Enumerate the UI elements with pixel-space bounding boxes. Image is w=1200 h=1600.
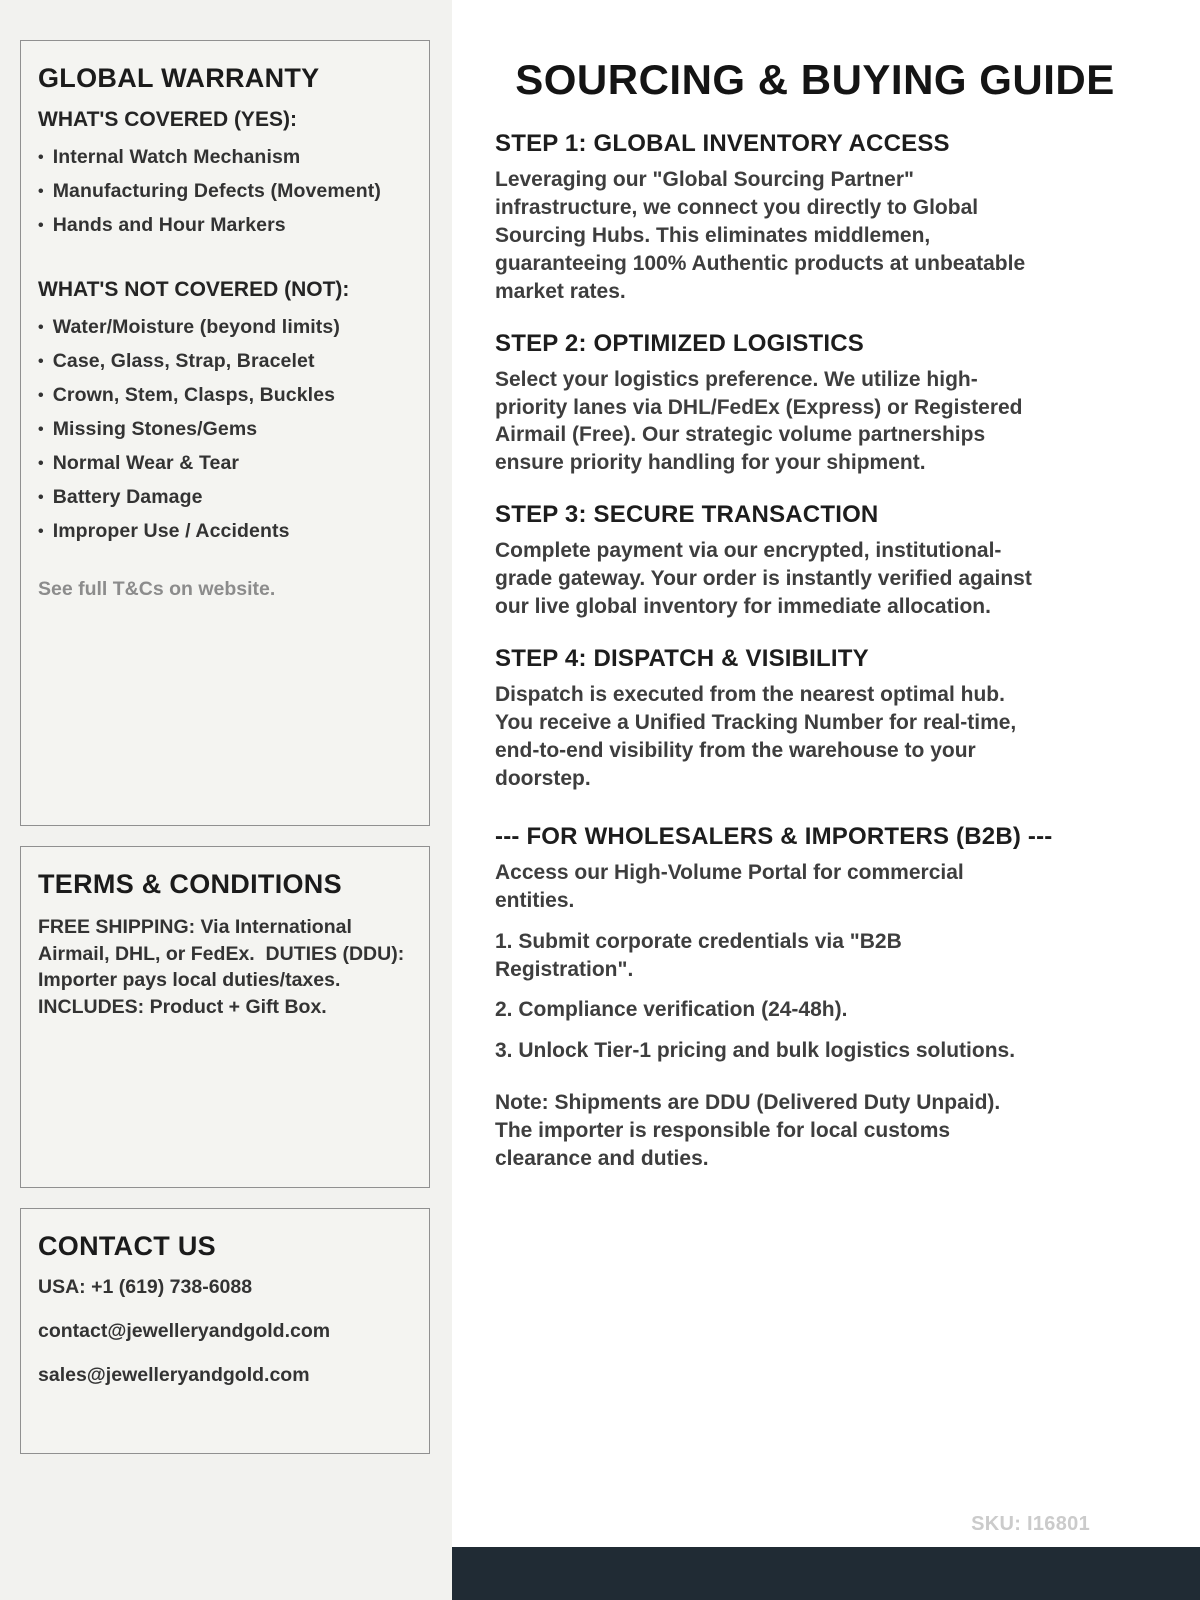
list-item: • Water/Moisture (beyond limits)	[38, 310, 412, 344]
b2b-item: 1. Submit corporate credentials via "B2B Registration".	[495, 929, 902, 981]
not-covered-heading: WHAT'S NOT COVERED (NOT):	[38, 278, 350, 301]
contact-email-sales: sales@jewelleryandgold.com	[38, 1364, 310, 1386]
step-heading: STEP 4: DISPATCH & VISIBILITY	[495, 645, 869, 673]
step-section-2	[495, 330, 1060, 478]
step-section-1	[495, 130, 1060, 306]
step-body: Dispatch is executed from the nearest optimal hub. You receive a Unified Tracking Number for real-time, end-to-end visibility from the warehouse to your doorstep.	[495, 683, 1017, 790]
covered-heading: WHAT'S COVERED (YES):	[38, 108, 297, 131]
terms-title: TERMS & CONDITIONS	[38, 869, 342, 899]
not-covered-list	[38, 310, 412, 548]
terms-body: FREE SHIPPING: Via International Airmail, DHL, or FedEx. DUTIES (DDU): Importer pays local duties/taxes. INCLUDES: Product + Gift Box.	[38, 916, 410, 1018]
step-body: Complete payment via our encrypted, institutional-grade gateway. Your order is instantly verified against our live global inventory for immediate allocation.	[495, 539, 1032, 619]
sku-label: SKU: I16801	[971, 1513, 1090, 1535]
list-item: • Internal Watch Mechanism	[38, 140, 412, 174]
list-item: • Battery Damage	[38, 480, 412, 514]
contact-phone: USA: +1 (619) 738-6088	[38, 1276, 253, 1298]
covered-list	[38, 140, 412, 242]
b2b-section	[495, 823, 1060, 1173]
warranty-title: GLOBAL WARRANTY	[38, 63, 320, 93]
page-title: SOURCING & BUYING GUIDE	[515, 56, 1115, 103]
list-item: • Hands and Hour Markers	[38, 208, 412, 242]
list-item: • Missing Stones/Gems	[38, 412, 412, 446]
sidebar	[0, 0, 452, 1600]
step-body: Leveraging our "Global Sourcing Partner" infrastructure, we connect you directly to Global Sourcing Hubs. This eliminates middlemen, guaranteeing 100% Authentic products at unbeatable market rates.	[495, 168, 1026, 303]
list-item: • Case, Glass, Strap, Bracelet	[38, 344, 412, 378]
warranty-footnote: See full T&Cs on website.	[38, 578, 276, 600]
contact-email-primary: contact@jewelleryandgold.com	[38, 1320, 331, 1342]
list-item: • Normal Wear & Tear	[38, 446, 412, 480]
step-body: Select your logistics preference. We utilize high-priority lanes via DHL/FedEx (Express) or Registered Airmail (Free). Our strategic volume partnerships ensure priority handling for your shipment.	[495, 367, 1023, 475]
b2b-note: Note: Shipments are DDU (Delivered Duty Unpaid). The importer is responsible for local customs clearance and duties.	[495, 1091, 1001, 1171]
step-section-4	[495, 645, 1060, 793]
footer-bar	[452, 1547, 1200, 1600]
list-item: • Improper Use / Accidents	[38, 514, 412, 548]
main-content	[452, 0, 1200, 1600]
terms-box	[20, 846, 430, 1188]
contact-box	[20, 1208, 430, 1454]
b2b-item: 2. Compliance verification (24-48h).	[495, 998, 848, 1022]
warranty-box	[20, 40, 430, 826]
b2b-intro: Access our High-Volume Portal for commercial entities.	[495, 860, 964, 912]
contact-title: CONTACT US	[38, 1231, 216, 1261]
step-heading: STEP 1: GLOBAL INVENTORY ACCESS	[495, 130, 950, 157]
list-item: • Manufacturing Defects (Movement)	[38, 174, 412, 208]
list-item: • Crown, Stem, Clasps, Buckles	[38, 378, 412, 412]
step-heading: STEP 3: SECURE TRANSACTION	[495, 501, 879, 529]
step-heading: STEP 2: OPTIMIZED LOGISTICS	[495, 329, 864, 357]
step-section-3	[495, 501, 1060, 621]
b2b-heading: --- FOR WHOLESALERS & IMPORTERS (B2B) ---	[495, 822, 1053, 850]
b2b-item: 3. Unlock Tier-1 pricing and bulk logistics solutions.	[495, 1039, 1016, 1063]
